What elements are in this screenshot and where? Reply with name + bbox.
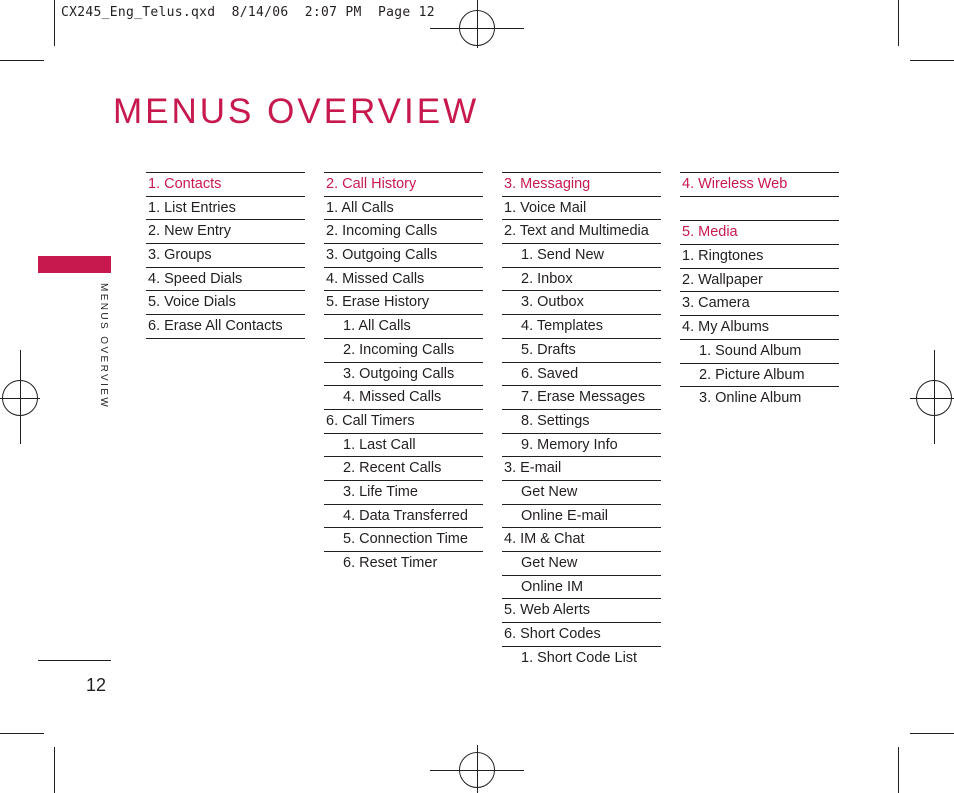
menu-item: 3. E-mail [502,457,661,481]
menu-item: 2. Text and Multimedia [502,220,661,244]
submenu-item: 3. Life Time [324,481,483,505]
menu-column-call-history [324,172,483,575]
menu-heading: 2. Call History [324,172,483,197]
menu-item: 6. Erase All Contacts [146,315,305,339]
submenu-item: 4. Data Transferred [324,505,483,529]
submenu-item: Online IM [502,576,661,600]
menu-item: 5. Web Alerts [502,599,661,623]
menu-item: 6. Call Timers [324,410,483,434]
menu-item: 4. IM & Chat [502,528,661,552]
menu-item: 1. Voice Mail [502,197,661,221]
submenu-item: 6. Reset Timer [343,555,438,571]
submenu-item: Get New [502,552,661,576]
submenu-item: 9. Memory Info [502,434,661,458]
menu-item: 3. Outgoing Calls [324,244,483,268]
submenu-item: 2. Picture Album [680,364,839,388]
menu-heading: 1. Contacts [146,172,305,197]
menu-item: 5. Erase History [324,291,483,315]
crop-mark-tl-h [0,60,44,61]
submenu-item: 4. Missed Calls [324,386,483,410]
submenu-item: 7. Erase Messages [502,386,661,410]
submenu-item: Online E-mail [502,505,661,529]
submenu-item: 3. Outgoing Calls [324,363,483,387]
menu-item: 2. Incoming Calls [324,220,483,244]
page-number: 12 [86,675,107,695]
submenu-item: 5. Drafts [502,339,661,363]
submenu-item: 8. Settings [502,410,661,434]
submenu-item: 1. Last Call [324,434,483,458]
menu-heading: 5. Media [680,220,839,245]
submenu-item: 4. Templates [502,315,661,339]
menu-item: 1. All Calls [324,197,483,221]
submenu-item: 1. Sound Album [680,340,839,364]
page-title: MENUS OVERVIEW [113,92,480,131]
submenu-item: 1. Send New [502,244,661,268]
submenu-item: 6. Saved [502,363,661,387]
crop-mark-br-h [910,733,954,734]
menu-item: 2. New Entry [146,220,305,244]
submenu-item: 2. Incoming Calls [324,339,483,363]
menu-item: 4. My Albums [680,316,839,340]
menu-spacer [680,197,839,221]
submenu-item: 2. Inbox [502,268,661,292]
menu-heading: 4. Wireless Web [680,172,839,197]
menu-column-messaging [502,172,661,669]
menu-item: 1. List Entries [146,197,305,221]
submenu-item: 3. Online Album [699,390,802,407]
submenu-item: Get New [502,481,661,505]
menu-heading: 3. Messaging [502,172,661,197]
crop-mark-tr-v [898,0,899,46]
menu-item: 1. Ringtones [680,245,839,269]
crop-mark-bl-v [54,747,55,793]
file-header: CX245_Eng_Telus.qxd 8/14/06 2:07 PM Page 12 [61,5,435,20]
crop-mark-tl-v [54,0,55,46]
submenu-item: 1. Short Code List [521,649,638,666]
menu-item: 6. Short Codes [502,623,661,647]
side-section-label: MENUS OVERVIEW [98,283,109,410]
menu-item: 4. Missed Calls [324,268,483,292]
submenu-item: 1. All Calls [324,315,483,339]
submenu-item: 3. Outbox [502,291,661,315]
footer-rule [38,660,111,661]
submenu-item: 5. Connection Time [324,528,483,552]
menu-column-contacts [146,172,305,339]
menu-item: 2. Wallpaper [680,269,839,293]
submenu-item: 2. Recent Calls [324,457,483,481]
crop-mark-bl-h [0,733,44,734]
menu-item: 4. Speed Dials [146,268,305,292]
menu-item: 3. Camera [680,292,839,316]
menu-column-web-media [680,172,839,410]
section-tab [38,256,111,273]
crop-mark-br-v [898,747,899,793]
crop-mark-tr-h [910,60,954,61]
menu-item: 5. Voice Dials [146,291,305,315]
menu-item: 3. Groups [146,244,305,268]
